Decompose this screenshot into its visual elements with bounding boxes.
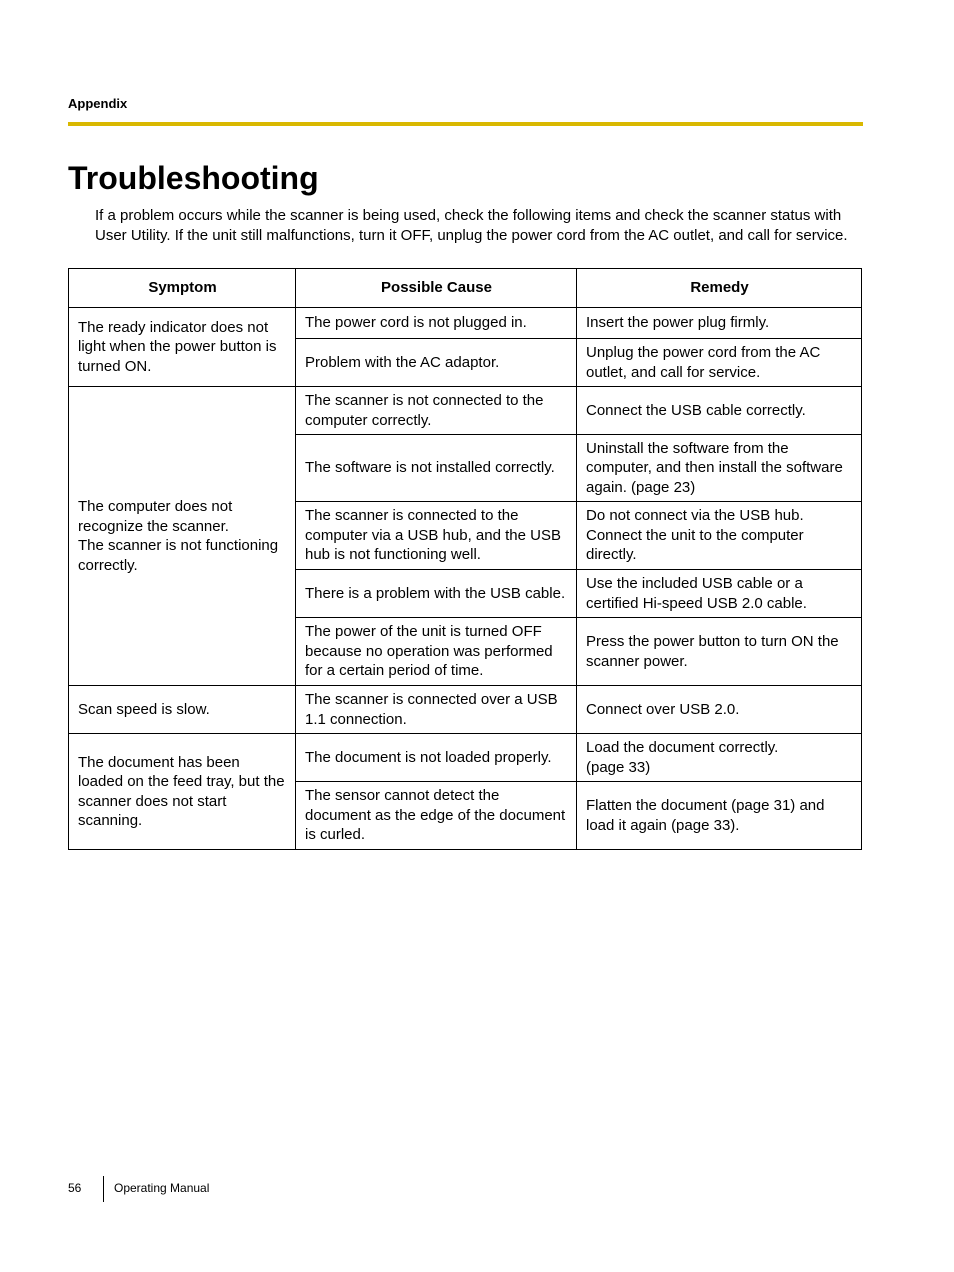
footer-divider xyxy=(103,1176,104,1202)
cause-cell: There is a problem with the USB cable. xyxy=(296,570,577,618)
cause-cell: The scanner is connected over a USB 1.1 connection. xyxy=(296,686,577,734)
symptom-cell: The ready indicator does not light when the power button is turned ON. xyxy=(69,308,296,387)
remedy-cell: Flatten the document (page 31) and load it again (page 33). xyxy=(577,782,862,850)
cause-cell: The software is not installed correctly. xyxy=(296,435,577,502)
cause-cell: The document is not loaded properly. xyxy=(296,734,577,782)
table-row xyxy=(69,387,862,435)
cause-cell: Problem with the AC adaptor. xyxy=(296,339,577,387)
cause-cell: The power cord is not plugged in. xyxy=(296,308,577,339)
header-possible-cause: Possible Cause xyxy=(296,269,577,308)
remedy-cell: Do not connect via the USB hub. Connect the unit to the computer directly. xyxy=(577,502,862,570)
cause-cell: The power of the unit is turned OFF because no operation was performed for a certain period of time. xyxy=(296,618,577,686)
remedy-cell: Uninstall the software from the computer, and then install the software again. (page 23) xyxy=(577,435,862,502)
page-title: Troubleshooting xyxy=(68,160,319,196)
remedy-cell: Insert the power plug firmly. xyxy=(577,308,862,339)
cause-cell: The scanner is not connected to the computer correctly. xyxy=(296,387,577,435)
page-number: 56 xyxy=(68,1181,82,1195)
symptom-cell: The document has been loaded on the feed tray, but the scanner does not start scanning. xyxy=(69,734,296,850)
cause-cell: The scanner is connected to the computer via a USB hub, and the USB hub is not functioning well. xyxy=(296,502,577,570)
troubleshooting-table xyxy=(68,268,862,850)
remedy-cell: Unplug the power cord from the AC outlet, and call for service. xyxy=(577,339,862,387)
manual-title: Operating Manual xyxy=(114,1181,210,1195)
remedy-cell: Use the included USB cable or a certified Hi-speed USB 2.0 cable. xyxy=(577,570,862,618)
section-label: Appendix xyxy=(68,96,128,111)
symptom-cell: Scan speed is slow. xyxy=(69,686,296,734)
header-remedy: Remedy xyxy=(577,269,862,308)
symptom-cell: The computer does not recognize the scanner. The scanner is not functioning correctly. xyxy=(69,387,296,686)
cause-cell: The sensor cannot detect the document as the edge of the document is curled. xyxy=(296,782,577,850)
header-rule xyxy=(68,122,863,126)
table-header-row xyxy=(69,269,862,308)
table-row xyxy=(69,734,862,782)
table-row xyxy=(69,308,862,339)
remedy-cell: Load the document correctly. (page 33) xyxy=(577,734,862,782)
remedy-cell: Connect over USB 2.0. xyxy=(577,686,862,734)
intro-paragraph: If a problem occurs while the scanner is being used, check the following items and check the scanner status with User Utility. If the unit still malfunctions, turn it OFF, unplug the power cord from the AC outlet, and call for service. xyxy=(95,207,848,244)
table-row xyxy=(69,686,862,734)
remedy-cell: Connect the USB cable correctly. xyxy=(577,387,862,435)
remedy-cell: Press the power button to turn ON the scanner power. xyxy=(577,618,862,686)
header-symptom: Symptom xyxy=(69,269,296,308)
